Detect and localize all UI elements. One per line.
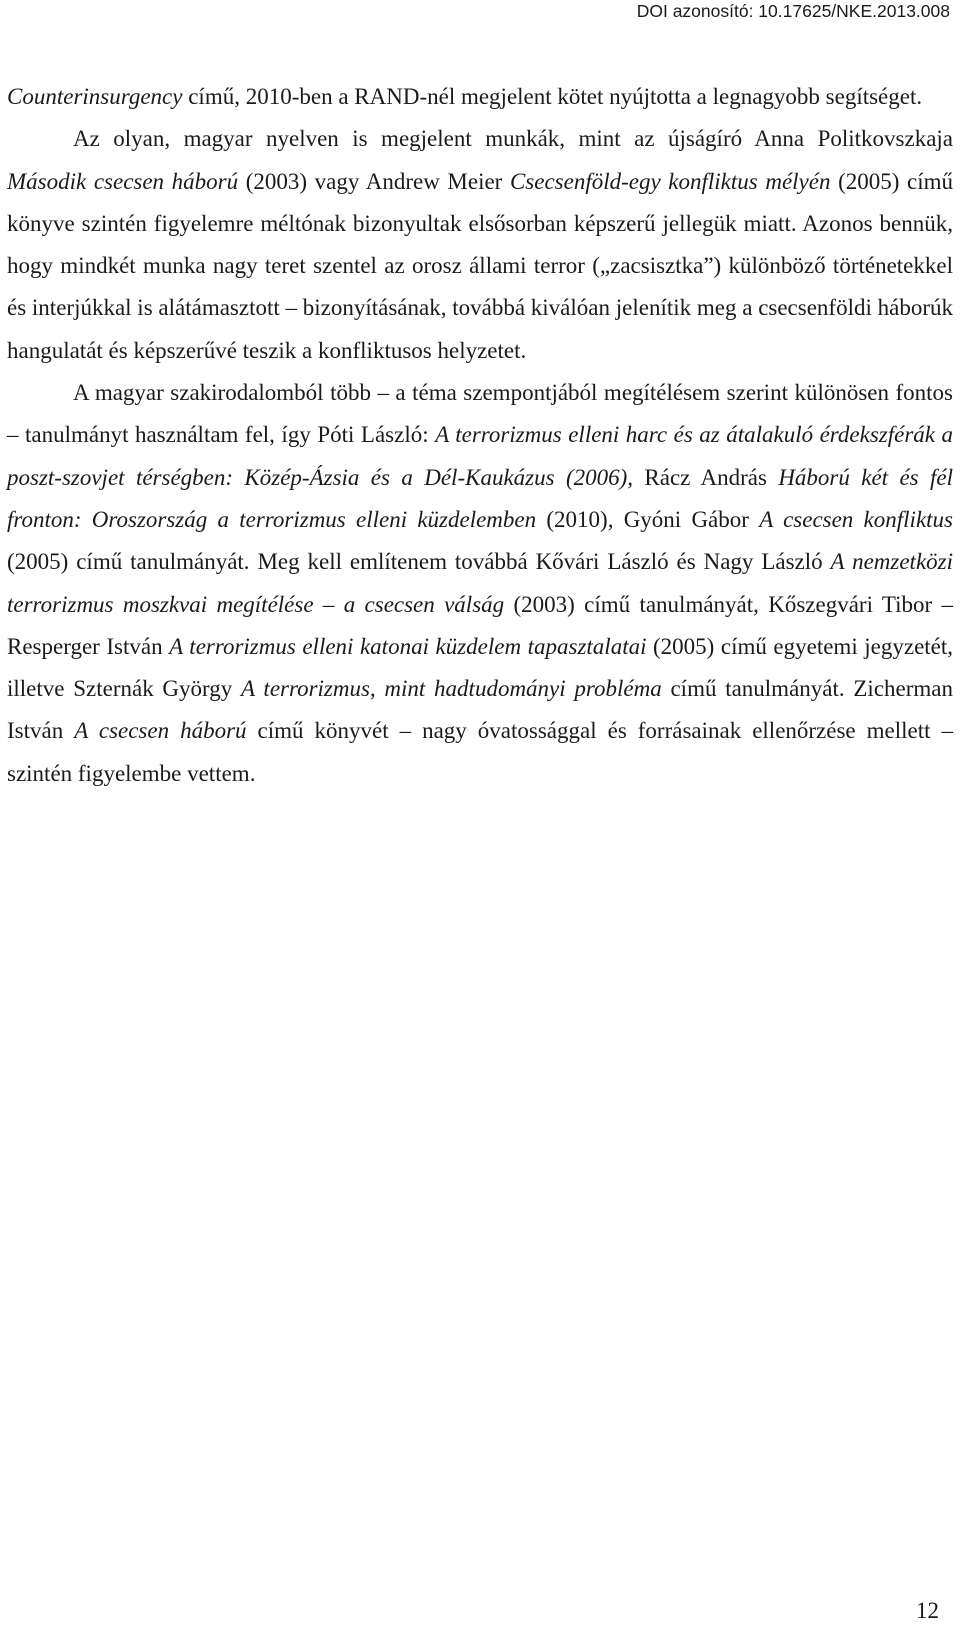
italic-title-run: A csecsen konfliktus — [759, 506, 953, 532]
text-run: című könyvét – nagy óvatossággal és forrásainak ellenőrzése mellett – szintén figyelembe vettem. — [7, 718, 953, 786]
italic-title-run: Második csecsen háború — [7, 168, 239, 194]
text-run: (2005) című tanulmányát. Meg kell említenem továbbá Kővári László és Nagy László — [7, 549, 831, 575]
italic-title-run: A terrorizmus, mint hadtudományi probléma — [241, 676, 662, 702]
text-run: (2003) vagy Andrew Meier — [238, 168, 510, 194]
text-run: Az olyan, magyar nyelven is megjelent munkák, mint az újságíró Anna Politkovszkaja — [73, 126, 953, 152]
italic-title-run: Háború két és fél fronton: Oroszország a terrorizmus elleni küzdelemben — [7, 464, 953, 532]
italic-title-run: A terrorizmus elleni katonai küzdelem tapasztalatai — [169, 633, 647, 659]
italic-title-run: A terrorizmus elleni harc és az átalakuló érdekszférák a poszt-szovjet térségben: Közép-Ázsia és a Dél-Kaukázus (2006), — [7, 422, 953, 490]
italic-title-run: Csecsenföld-egy konfliktus mélyén — [509, 168, 831, 194]
italic-title-run: A csecsen háború — [74, 718, 247, 744]
body-text — [7, 76, 953, 795]
text-run: (2003) című tanulmányát, Kőszegvári Tibor – Resperger István — [7, 591, 953, 659]
doi-header: DOI azonosító: 10.17625/NKE.2013.008 — [636, 1, 950, 21]
text-run: című tanulmányát. Zicherman István — [7, 676, 953, 744]
italic-title-run: A nemzetközi terrorizmus moszkvai megítélése – a csecsen válság — [7, 549, 953, 617]
text-run: Rácz András — [633, 464, 779, 490]
text-run: (2005) című egyetemi jegyzetét, illetve Szternák György — [7, 633, 954, 702]
italic-title-run: Counterinsurgency — [7, 84, 183, 109]
text-run: (2005) című könyve szintén figyelemre méltónak bizonyultak elsősorban képszerű jellegük miatt. Azonos bennük, hogy mindkét munka nagy teret szentel az orosz állami terror („zacsisztka”) különböző történetekkel és interjúkkal is alátámasztott – bizonyításának, továbbá kiválóan jelenítik meg a csecsenföldi háborúk hangulatát és képszerűvé teszik a konfliktusos helyzetet. — [7, 168, 954, 363]
text-run: (2010), Gyóni Gábor — [536, 506, 760, 532]
text-run: című, 2010-ben a RAND-nél megjelent kötet nyújtotta a legnagyobb segítséget. — [182, 84, 923, 109]
text-run: A magyar szakirodalomból több – a téma szempontjából megítélésem szerint különösen fontos – tanulmányt használtam fel, így Póti László: — [7, 380, 953, 448]
page-number: 12 — [916, 1598, 939, 1623]
paragraph — [7, 372, 953, 795]
paragraph — [7, 76, 953, 118]
paragraph — [7, 118, 953, 372]
